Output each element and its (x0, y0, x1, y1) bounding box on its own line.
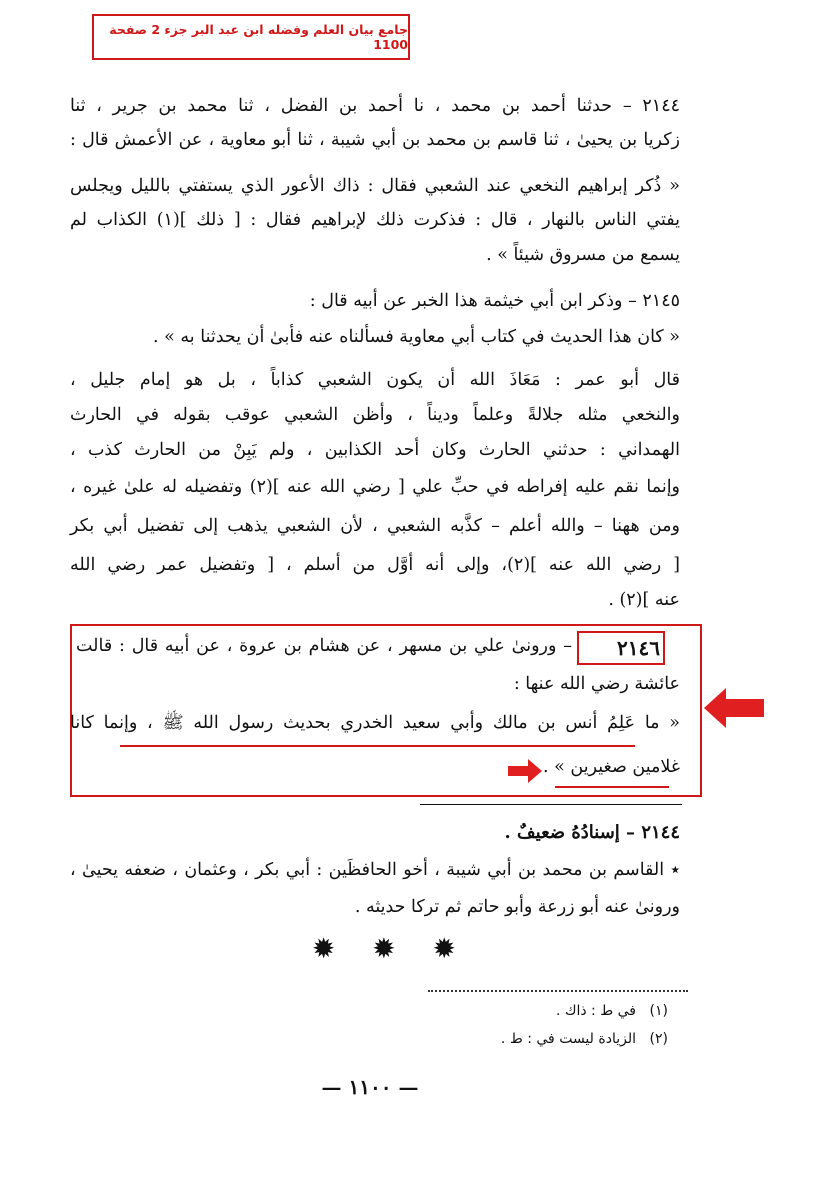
highlight-line: – ورونىٰ علي بن مسهر ، عن هشام بن عروة ، عن أبيه قال : قالت (76, 636, 572, 656)
red-underline (555, 786, 669, 788)
source-note: جامع بيان العلم وفضله ابن عبد البر جزء 2 صفحة 1100 (92, 14, 410, 60)
highlight-line: عائشة رضي الله عنها : (513, 674, 680, 694)
left-arrow-icon (704, 686, 764, 730)
stars-divider: ✹ ✹ ✹ (311, 932, 470, 965)
text-line: زكريا بن يحيىٰ ، ثنا قاسم بن محمد بن أبي شيبة ، ثنا أبو معاوية ، عن الأعمش قال : (70, 130, 680, 150)
text-line: ٢١٤٥ – وذكر ابن أبي خيثمة هذا الخبر عن أبيه قال : (309, 291, 680, 311)
footnote-num: (١) (649, 1003, 668, 1019)
text-line: وإنما نقم عليه إفراطه في حبِّ علي [ رضي الله عنه ](٢) وتفضيله له علىٰ غيره ، (70, 477, 681, 497)
right-arrow-icon (508, 758, 542, 784)
text-line: « كان هذا الحديث في كتاب أبي معاوية فسألناه عنه فأبىٰ أن يحدثنا به » . (153, 327, 680, 347)
text-line: والنخعي مثله جلالةً وعلماً وديناً ، وأظن الشعبي عوقب بقوله في الحارث (70, 405, 680, 425)
commentary-line: ورونىٰ عنه أبو زرعة وأبو حاتم ثم تركا حديثه . (354, 897, 680, 917)
footnote-num: (٢) (649, 1031, 668, 1047)
text-line: ٢١٤٤ – حدثنا أحمد بن محمد ، نا أحمد بن الفضل ، ثنا محمد بن جرير ، ثنا (70, 96, 680, 116)
commentary-line: ٭ القاسم بن محمد بن أبي شيبة ، أخو الحافظَين : أبي بكر ، وعثمان ، ضعفه يحيىٰ ، (70, 860, 680, 880)
commentary-heading: ٢١٤٤ – إسنادُهُ ضعيفٌ . (504, 822, 680, 843)
text-line: [ رضي الله عنه ](٢)، وإلى أنه أوَّل من أسلم ، [ وتفضيل عمر رضي الله (70, 555, 681, 575)
text-line: قال أبو عمر : مَعَاذَ الله أن يكون الشعبي كذاباً ، بل هو إمام جليل ، (70, 370, 680, 390)
footnote-text: الزيادة ليست في : ط . (500, 1031, 636, 1047)
text-line: ومن ههنا – والله أعلم – كذَّبه الشعبي ، لأن الشعبي يذهب إلى تفضيل أبي بكر (70, 516, 680, 536)
separator-line (420, 804, 682, 805)
text-line: الهمداني : حدثني الحارث وكان أحد الكذابين ، ولم يَبِنْ من الحارث كذب ، (70, 440, 680, 460)
highlight-line: غلامين صغيرين » . (543, 757, 680, 777)
hadith-number: ٢١٤٦ (617, 636, 660, 660)
text-line: يسمع من مسروق شيئاً » . (486, 245, 680, 265)
text-line: « ذُكر إبراهيم النخعي عند الشعبي فقال : ذاك الأعور الذي يستفتي بالليل ويجلس (70, 176, 680, 196)
text-line: عنه ](٢) . (608, 590, 680, 610)
text-line: يفتي الناس بالنهار ، قال : فذكرت ذلك لإبراهيم فقال : [ ذلك ](١) الكذاب لم (70, 210, 681, 230)
footnote-text: في ط : ذاك . (556, 1003, 636, 1019)
footnote-separator (428, 990, 688, 992)
page-number: — ١١٠٠ — (321, 1075, 419, 1099)
red-underline (120, 745, 635, 747)
highlight-line: « ما عَلِمُ أنس بن مالك وأبي سعيد الخدري بحديث رسول الله ﷺ ، وإنما كانا (70, 713, 680, 733)
